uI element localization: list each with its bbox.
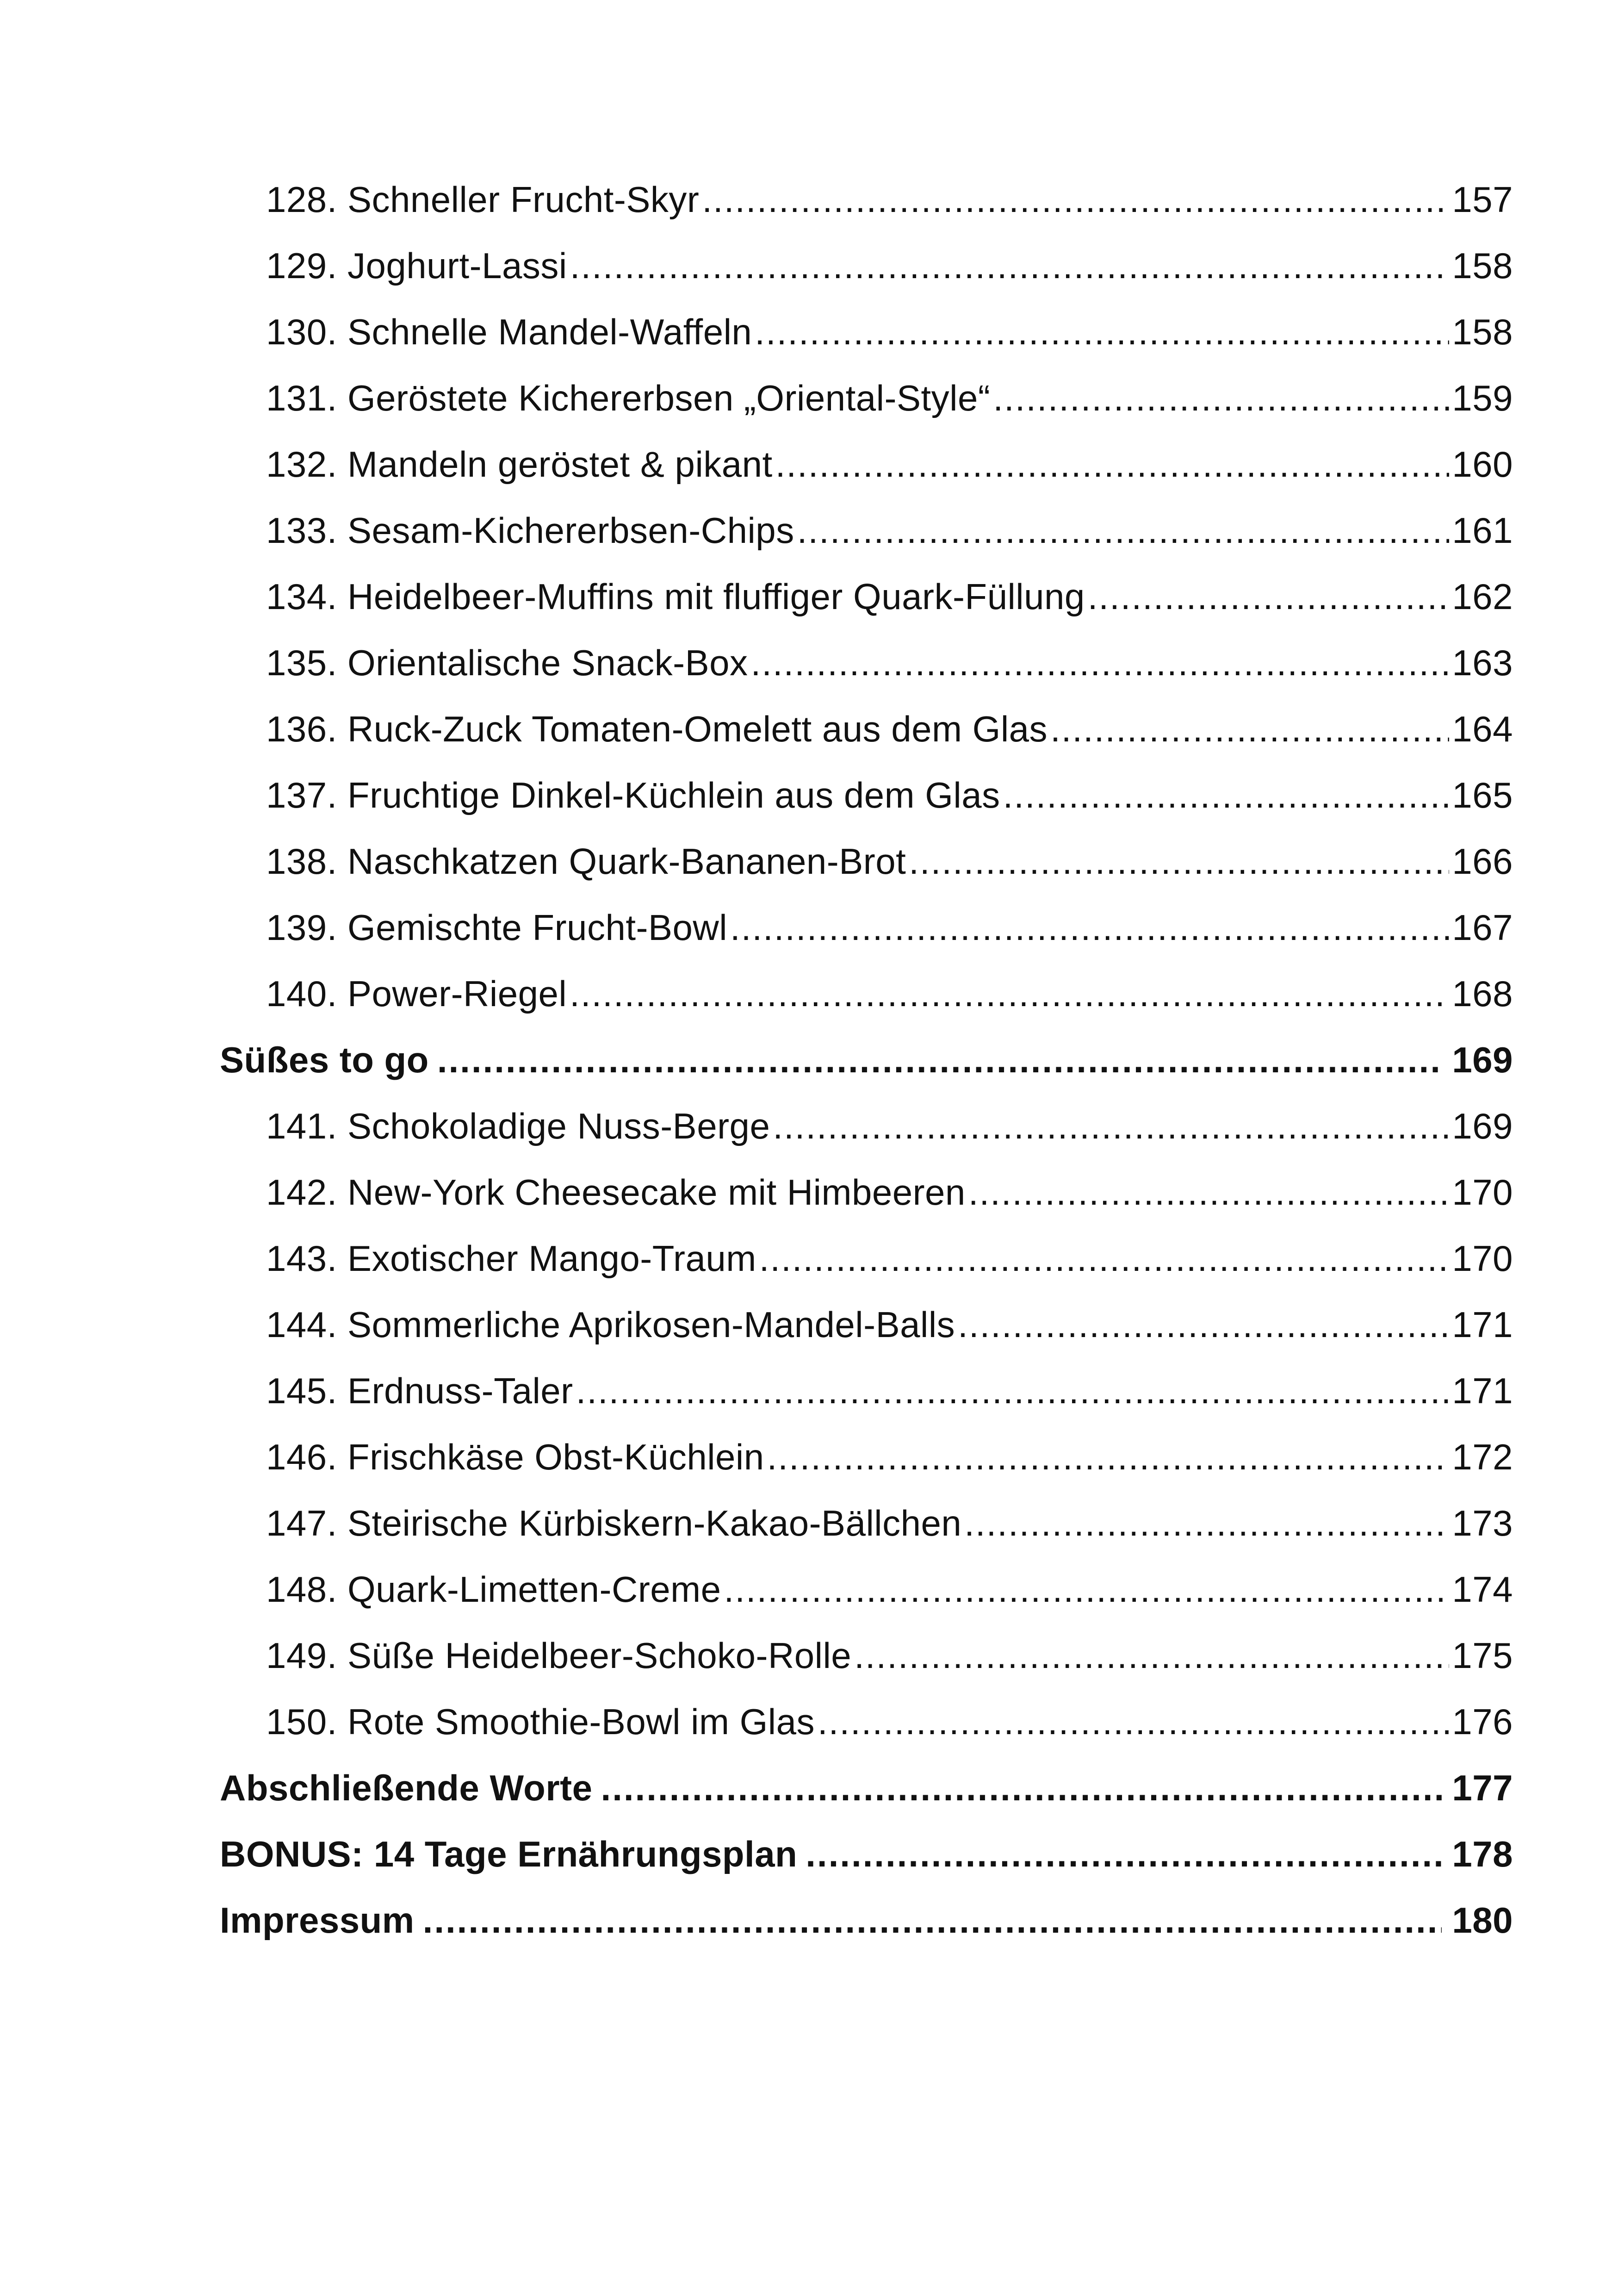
toc-entry-page-number: 160 — [1452, 444, 1513, 485]
toc-entry-title: 133. Sesam-Kichererbsen-Chips — [266, 510, 794, 551]
toc-entry-title: 148. Quark-Limetten-Creme — [266, 1569, 721, 1610]
toc-entry-page-number: 168 — [1452, 973, 1513, 1014]
toc-entry-title: 138. Naschkatzen Quark-Bananen-Brot — [266, 841, 906, 882]
dot-leader — [570, 973, 1449, 1015]
toc-entry[interactable] — [0, 431, 1513, 498]
toc-entry-title: 142. New-York Cheesecake mit Himbeeren — [266, 1172, 966, 1213]
dot-leader — [570, 245, 1450, 287]
toc-entry-title: 143. Exotischer Mango-Traum — [266, 1238, 756, 1279]
toc-entry-title: Süßes to go — [220, 1039, 429, 1080]
toc-entry-page-number: 158 — [1452, 245, 1513, 286]
toc-entry-page-number: 169 — [1452, 1106, 1513, 1146]
toc-entry-page-number: 177 — [1452, 1767, 1513, 1808]
toc-section-entry[interactable] — [0, 1887, 1513, 1954]
toc-entry-title: 131. Geröstete Kichererbsen „Oriental-Style“ — [266, 378, 991, 418]
dot-leader — [993, 377, 1449, 419]
toc-entry-page-number: 158 — [1452, 311, 1513, 352]
toc-entry-title: 130. Schnelle Mandel-Waffeln — [266, 311, 752, 352]
toc-entry-page-number: 165 — [1452, 775, 1513, 815]
toc-entry[interactable] — [0, 1226, 1513, 1292]
toc-entry-page-number: 172 — [1452, 1437, 1513, 1477]
toc-entry[interactable] — [0, 299, 1513, 365]
toc-entry[interactable] — [0, 696, 1513, 762]
dot-leader — [818, 1701, 1449, 1743]
dot-leader — [702, 179, 1449, 221]
dot-leader — [759, 1238, 1450, 1280]
toc-entry-title: Impressum — [220, 1900, 415, 1941]
toc-entry[interactable] — [0, 365, 1513, 431]
dot-leader — [806, 1833, 1442, 1875]
toc-entry-page-number: 178 — [1452, 1834, 1513, 1874]
toc-entry-page-number: 157 — [1452, 179, 1513, 220]
toc-entry-title: 146. Frischkäse Obst-Küchlein — [266, 1437, 764, 1477]
toc-entry[interactable] — [0, 1424, 1513, 1490]
dot-leader — [854, 1635, 1449, 1677]
toc-entry[interactable] — [0, 1358, 1513, 1424]
dot-leader — [724, 1568, 1450, 1611]
toc-entry-title: 147. Steirische Kürbiskern-Kakao-Bällchen — [266, 1503, 962, 1543]
toc-entry[interactable] — [0, 895, 1513, 961]
toc-entry-page-number: 164 — [1452, 709, 1513, 749]
toc-entry-page-number: 161 — [1452, 510, 1513, 551]
dot-leader — [767, 1436, 1450, 1478]
dot-leader — [437, 1039, 1442, 1081]
toc-entry[interactable] — [0, 1490, 1513, 1556]
toc-entry-page-number: 162 — [1452, 576, 1513, 617]
toc-entry-title: 134. Heidelbeer-Muffins mit fluffiger Quark-Füllung — [266, 576, 1085, 617]
toc-entry-title: 144. Sommerliche Aprikosen-Mandel-Balls — [266, 1304, 955, 1345]
toc-entry[interactable] — [0, 564, 1513, 630]
toc-entry-title: 150. Rote Smoothie-Bowl im Glas — [266, 1701, 815, 1742]
toc-entry[interactable] — [0, 1093, 1513, 1159]
dot-leader — [968, 1171, 1450, 1213]
toc-entry-page-number: 170 — [1452, 1172, 1513, 1213]
dot-leader — [958, 1304, 1449, 1346]
toc-entry-page-number: 180 — [1452, 1900, 1513, 1941]
toc-entry[interactable] — [0, 233, 1513, 299]
toc-entry-title: 135. Orientalische Snack-Box — [266, 642, 748, 683]
toc-entry-page-number: 176 — [1452, 1701, 1513, 1742]
dot-leader — [1088, 576, 1450, 618]
toc-entry-page-number: 166 — [1452, 841, 1513, 882]
toc-entry-page-number: 170 — [1452, 1238, 1513, 1279]
toc-entry-title: 132. Mandeln geröstet & pikant — [266, 444, 773, 485]
toc-entry-page-number: 174 — [1452, 1569, 1513, 1610]
toc-entry[interactable] — [0, 1292, 1513, 1358]
toc-entry-page-number: 175 — [1452, 1635, 1513, 1676]
toc-entry-title: 136. Ruck-Zuck Tomaten-Omelett aus dem Glas — [266, 709, 1048, 749]
toc-section-entry[interactable] — [0, 1755, 1513, 1821]
toc-entry[interactable] — [0, 828, 1513, 895]
toc-entry-title: 140. Power-Riegel — [266, 973, 567, 1014]
dot-leader — [964, 1502, 1449, 1544]
toc-entry-page-number: 171 — [1452, 1370, 1513, 1411]
dot-leader — [576, 1370, 1450, 1412]
toc-entry-title: 149. Süße Heidelbeer-Schoko-Rolle — [266, 1635, 852, 1676]
toc-entry[interactable] — [0, 1623, 1513, 1689]
toc-entry[interactable] — [0, 961, 1513, 1027]
toc-entry-page-number: 171 — [1452, 1304, 1513, 1345]
toc-entry-page-number: 159 — [1452, 378, 1513, 418]
dot-leader — [755, 311, 1449, 353]
toc-entry[interactable] — [0, 498, 1513, 564]
toc-entry-page-number: 169 — [1452, 1039, 1513, 1080]
toc-entry[interactable] — [0, 167, 1513, 233]
dot-leader — [775, 443, 1450, 485]
dot-leader — [797, 510, 1450, 552]
dot-leader — [909, 840, 1449, 883]
toc-entry[interactable] — [0, 1556, 1513, 1623]
dot-leader — [423, 1899, 1442, 1941]
toc-section-entry[interactable] — [0, 1821, 1513, 1887]
toc-entry-title: 141. Schokoladige Nuss-Berge — [266, 1106, 770, 1146]
toc-section-entry[interactable] — [0, 1027, 1513, 1093]
toc-entry-page-number: 173 — [1452, 1503, 1513, 1543]
toc-entry-title: BONUS: 14 Tage Ernährungsplan — [220, 1834, 798, 1874]
toc-entry-title: 128. Schneller Frucht-Skyr — [266, 179, 700, 220]
toc-entry[interactable] — [0, 1689, 1513, 1755]
dot-leader — [601, 1767, 1442, 1809]
toc-entry-title: 145. Erdnuss-Taler — [266, 1370, 573, 1411]
toc-entry-page-number: 167 — [1452, 907, 1513, 948]
dot-leader — [773, 1105, 1449, 1147]
toc-entry[interactable] — [0, 630, 1513, 696]
dot-leader — [751, 642, 1450, 684]
toc-entry-title: 137. Fruchtige Dinkel-Küchlein aus dem Glas — [266, 775, 1000, 815]
toc-entry-title: Abschließende Worte — [220, 1767, 593, 1808]
toc-entry[interactable] — [0, 1159, 1513, 1226]
toc-entry-page-number: 163 — [1452, 642, 1513, 683]
toc-entry[interactable] — [0, 762, 1513, 828]
table-of-contents — [0, 167, 1618, 1954]
toc-entry-title: 139. Gemischte Frucht-Bowl — [266, 907, 728, 948]
dot-leader — [730, 907, 1449, 949]
toc-entry-title: 129. Joghurt-Lassi — [266, 245, 567, 286]
dot-leader — [1050, 708, 1449, 750]
dot-leader — [1003, 774, 1450, 816]
